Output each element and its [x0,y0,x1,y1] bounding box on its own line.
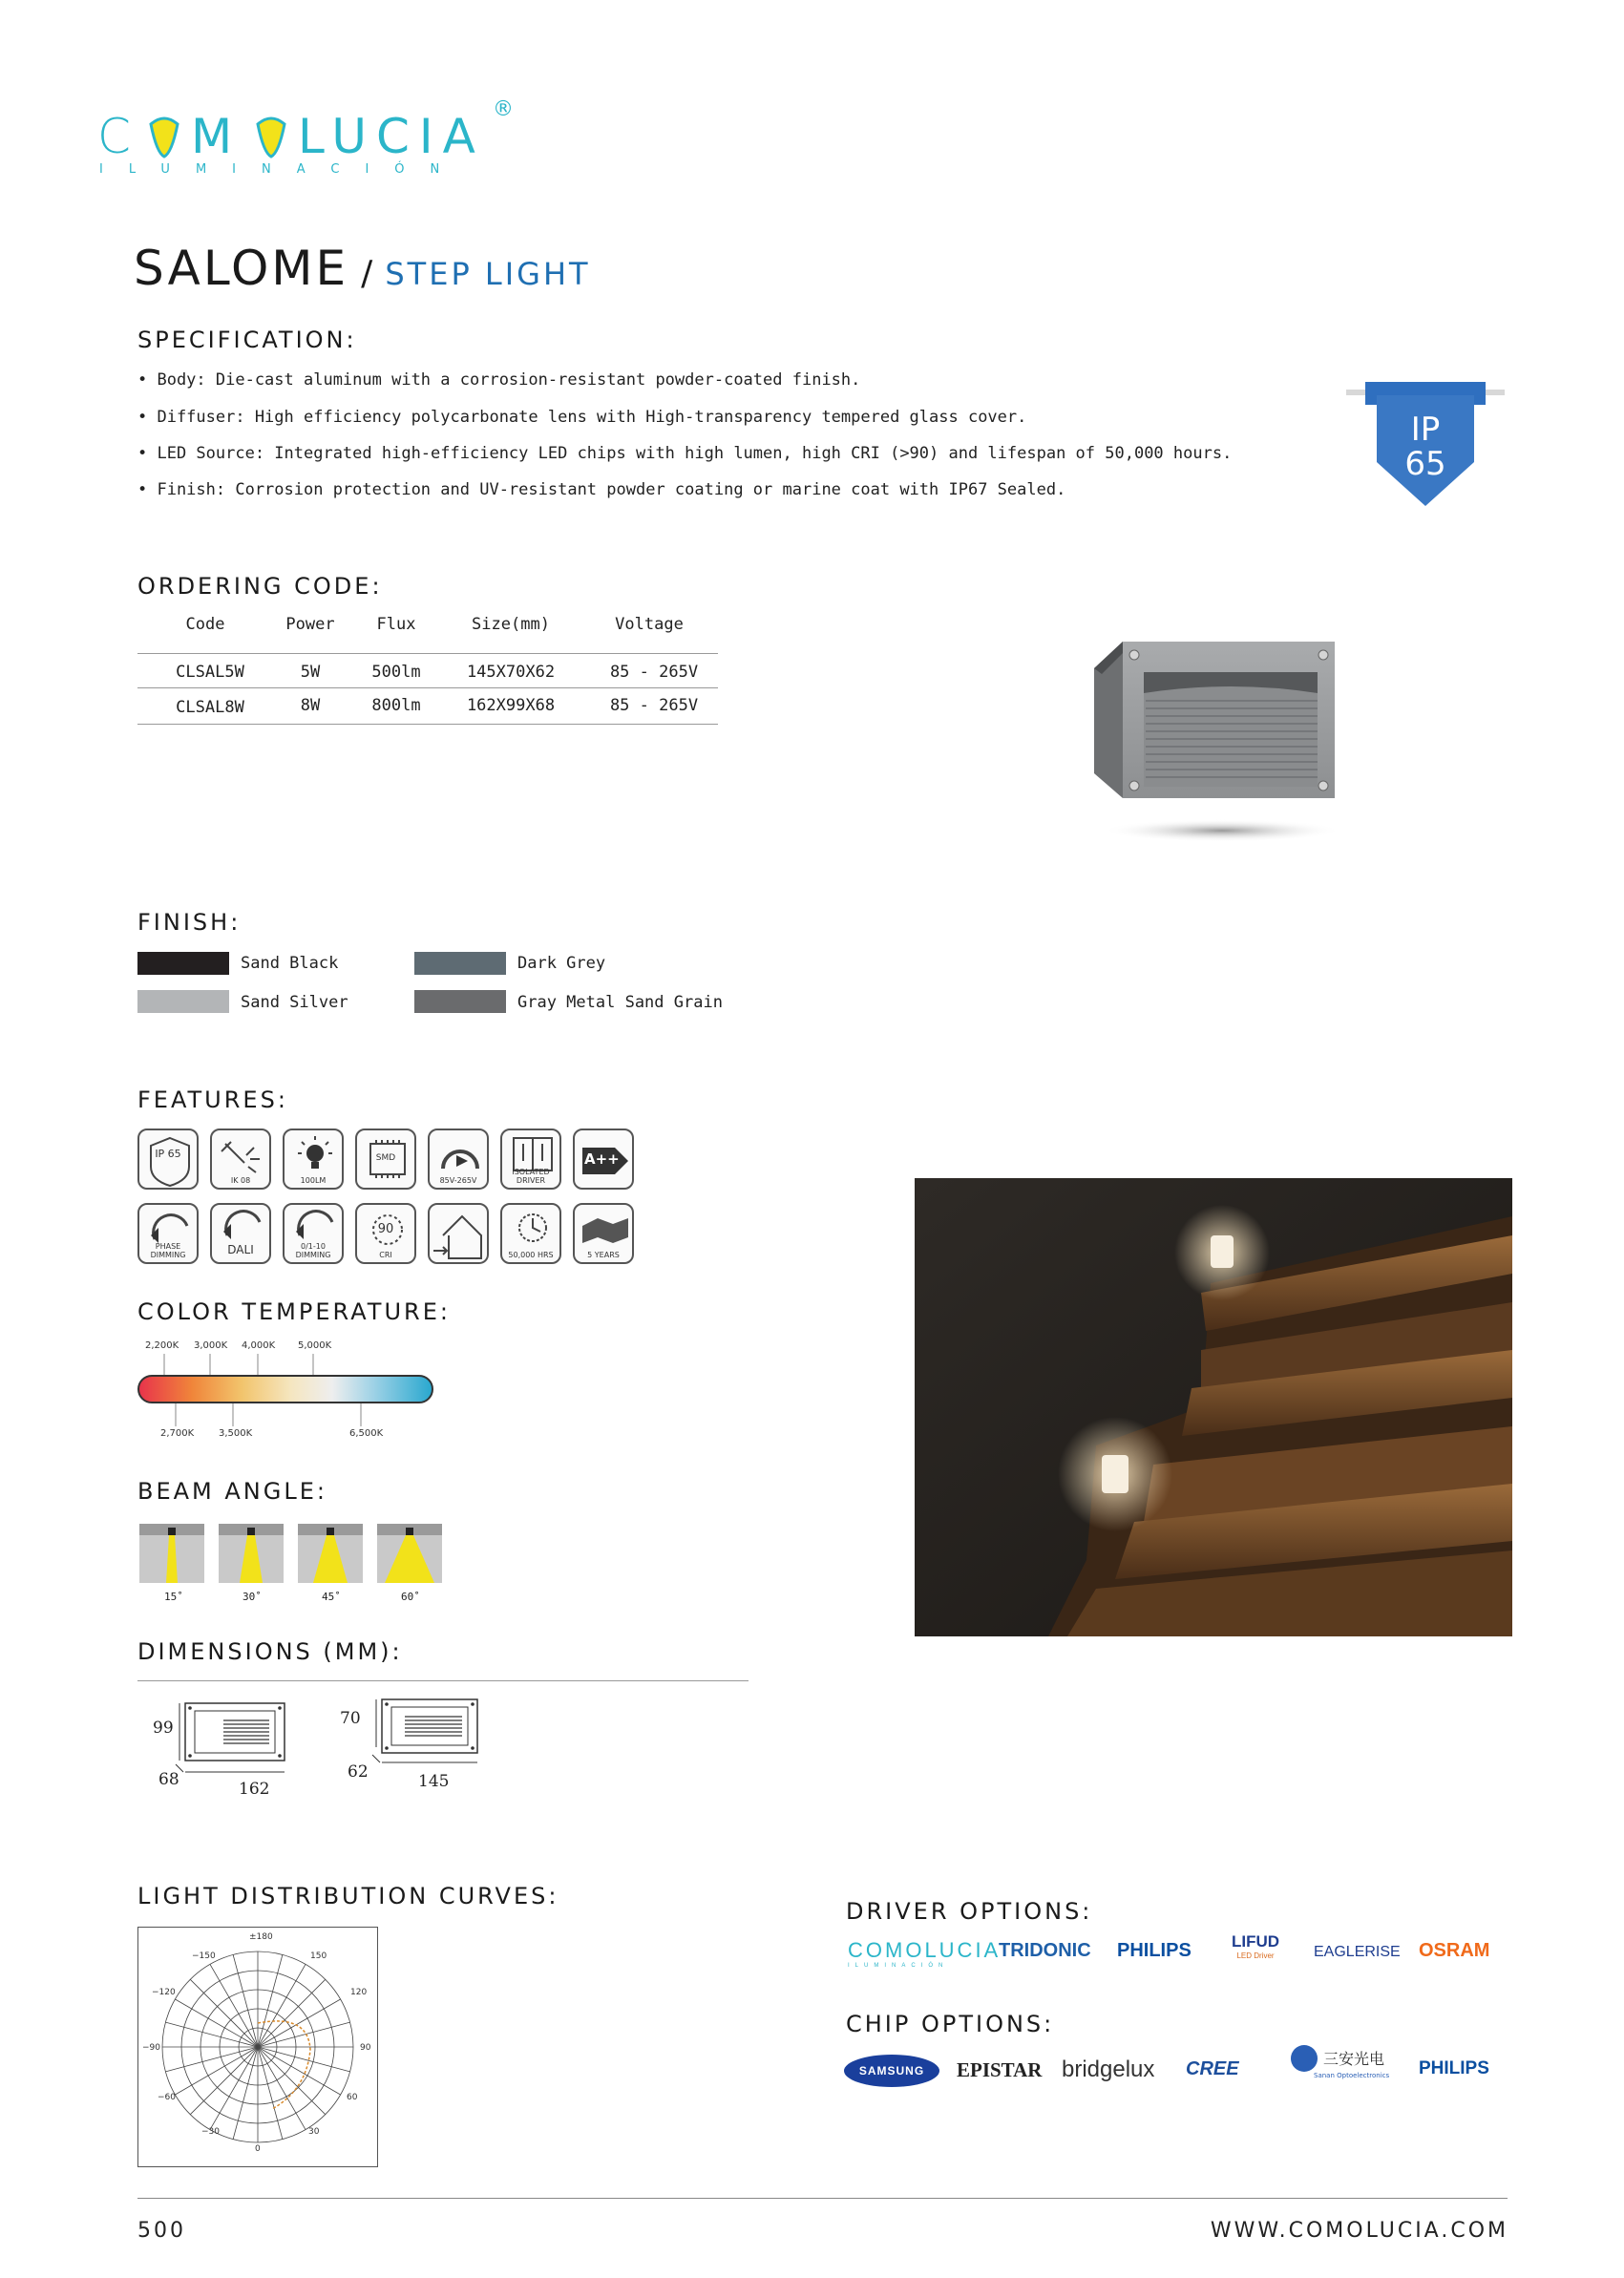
spec-bullet: • Diffuser: High efficiency polycarbonate lens with High-transparency tempered glass cover. [137,408,1027,427]
stairs-scene [915,1178,1512,1636]
beam-angle-title: BEAM ANGLE: [137,1478,327,1505]
cct-gradient-bar [137,1375,433,1403]
dimension-drawing-small [334,1690,525,1795]
polar-spoke [165,2022,258,2047]
dimensions-divider [137,1680,749,1681]
polar-spoke [210,2047,258,2130]
dimension-width: 162 [239,1780,270,1799]
dimension-height: 70 [340,1709,361,1728]
feature-label: 5 YEARS [587,1251,620,1259]
page-title [134,241,591,296]
step-light-fixture [1088,630,1346,850]
driver-options-title: DRIVER OPTIONS: [846,1898,1093,1925]
beam-angle-label: 45˚ [322,1591,341,1603]
table-cell: 8W [300,696,321,715]
dimension-width: 145 [418,1772,450,1791]
table-cell: 162X99X68 [466,696,556,715]
beam-angle-label: 30˚ [243,1591,262,1603]
voltage-icon [428,1128,489,1190]
feature-label: 50,000 HRS [508,1251,554,1259]
brand-sub: LED Driver [1236,1951,1275,1960]
chip-brand-samsung: SAMSUNG [844,2055,939,2087]
footer-divider [137,2198,1508,2199]
dimming-icon [283,1203,344,1264]
finish-swatch-sand-silver [137,990,229,1013]
polar-spoke [233,1954,258,2047]
finish-swatch-sand-black [137,952,229,975]
polar-label: 30 [308,2127,320,2137]
dimension-depth: 62 [348,1762,369,1782]
registered-mark: ® [493,97,514,121]
finish-swatch-gray-metal [414,990,506,1013]
polar-spoke [175,2047,258,2095]
distribution-title: LIGHT DISTRIBUTION CURVES: [137,1883,559,1909]
color-temperature-title: COLOR TEMPERATURE: [137,1298,451,1325]
driver-brand-tridonic: TRIDONIC [999,1940,1091,1961]
polar-spoke [165,2047,258,2072]
dimension-height: 99 [153,1719,174,1738]
specification-title: SPECIFICATION: [137,327,357,353]
feature-text: DALI [227,1243,254,1256]
feature-label: 0/1-10 DIMMING [295,1242,331,1259]
house-icon [428,1203,489,1264]
brand-name: 三安光电 [1323,2050,1385,2068]
driver-brand-osram: OSRAM [1419,1940,1490,1961]
impact-icon [210,1128,271,1190]
beam-60-diagram [377,1524,442,1583]
polar-label: −150 [192,1951,216,1961]
table-header: Flux [376,615,416,634]
dali-icon [210,1203,271,1264]
polar-label: −30 [201,2127,220,2137]
polar-label: 60 [347,2093,358,2102]
polar-label: 120 [350,1988,368,1997]
feature-label: PHASE DIMMING [150,1242,186,1259]
polar-spoke [258,2047,341,2095]
polar-label: 0 [255,2144,261,2154]
table-divider [137,687,718,688]
polar-spoke [258,2047,350,2072]
feature-text: SMD [375,1153,396,1163]
driver-brand-eaglerise: EAGLERISE [1314,1944,1401,1960]
spec-bullet: • Finish: Corrosion protection and UV-resistant powder coating or marine coat with IP67 Sealed. [137,480,1066,499]
beam-angle-label: 60˚ [401,1591,420,1603]
svg-text:LUCIA: LUCIA [298,109,485,164]
table-cell: 500lm [371,663,421,682]
table-cell: CLSAL8W [176,698,244,717]
cct-tick-top: 5,000K [298,1340,332,1351]
polar-spoke [258,2047,306,2130]
dimensions-title: DIMENSIONS (MM): [137,1638,403,1665]
logo-tagline: ILUMINACIÓN [99,162,466,177]
polar-spoke [233,2047,258,2140]
cct-tick-top: 2,200K [145,1340,179,1351]
polar-label: 150 [310,1951,327,1961]
driver-brand-comolucia [848,1938,1001,1969]
finish-swatch-dark-grey [414,952,506,975]
ip65-badge [1346,378,1505,512]
table-cell: CLSAL5W [176,663,244,682]
cct-tick-bottom: 6,500K [349,1428,384,1439]
driver-brand-lifud [1232,1932,1279,1960]
feature-text: A++ [584,1150,620,1168]
brand-sub: ILUMINACIÓN [848,1963,949,1969]
chip-icon [355,1128,416,1190]
ip-badge-line1: IP [1410,411,1441,449]
polar-spoke [190,2047,258,2115]
dimension-depth: 68 [158,1770,179,1789]
table-header: Code [185,615,225,634]
chip-options-title: CHIP OPTIONS: [846,2011,1055,2037]
product-image [1088,630,1346,850]
installation-photo [915,1178,1512,1636]
chip-brand-bridgelux: bridgelux [1062,2057,1155,2082]
brand-sub: Sanan Optoelectronics [1314,2072,1390,2079]
finish-title: FINISH: [137,909,242,936]
driver-brand-philips: PHILIPS [1117,1940,1192,1961]
driver-icon [500,1128,561,1190]
page-number: 500 [137,2219,186,2243]
chip-brand-philips: PHILIPS [1419,2058,1489,2078]
spec-bullet: • LED Source: Integrated high-efficiency LED chips with high lumen, high CRI (>90) and lifespan of 50,000 hours. [137,444,1233,463]
polar-label: −90 [142,2043,160,2053]
feature-label: IK 08 [230,1176,251,1185]
polar-label: −60 [158,2093,176,2102]
feature-text: IP 65 [155,1148,181,1160]
finish-label: Gray Metal Sand Grain [517,993,723,1012]
energy-icon [573,1128,634,1190]
brand-name: LIFUD [1232,1932,1280,1951]
polar-grid [138,1928,377,2166]
clock-icon [500,1203,561,1264]
polar-label: −120 [152,1988,176,1997]
table-header: Voltage [615,615,684,634]
cct-tick-bottom: 2,700K [160,1428,195,1439]
svg-text:C: C [97,109,140,164]
ordering-title: ORDERING CODE: [137,573,383,600]
chip-brand-cree: CREE [1186,2058,1239,2079]
polar-spoke [258,2047,283,2140]
beam-angle-label: 15˚ [164,1591,183,1603]
ip-badge-line2: 65 [1404,445,1446,483]
sanan-logo-icon [1291,2045,1318,2072]
dimension-drawing-large [143,1696,334,1801]
feature-label: ISOLATED DRIVER [512,1168,550,1185]
finish-label: Sand Silver [241,993,348,1012]
table-header: Power [285,615,335,634]
table-header: Size(mm) [472,615,550,634]
polar-label: 90 [360,2043,371,2053]
beam-45-diagram [298,1524,363,1583]
brand-name: COMOLUCIA [848,1938,1002,1962]
cct-tick-top: 3,000K [194,1340,228,1351]
features-title: FEATURES: [137,1086,288,1113]
table-cell: 145X70X62 [466,663,556,682]
beam-15-diagram [139,1524,204,1583]
beam-30-diagram [219,1524,284,1583]
table-cell: 85 - 265V [609,696,699,715]
cri-icon [355,1203,416,1264]
cct-tick-top: 4,000K [242,1340,276,1351]
table-cell: 800lm [371,696,421,715]
polar-spoke [258,2022,350,2047]
phase-dimming-icon [137,1203,199,1264]
polar-spoke [258,1964,306,2047]
chip-brand-sanan [1291,2045,1396,2093]
polar-spoke [175,1999,258,2047]
polar-diagram [137,1927,378,2167]
polar-spoke [190,1979,258,2047]
website-link[interactable]: WWW.COMOLUCIA.COM [1210,2219,1508,2243]
table-divider [137,724,718,725]
product-category: STEP LIGHT [385,256,591,292]
feature-label: 85V-265V [439,1176,477,1185]
cct-tick-marks [134,1354,449,1459]
table-divider [137,653,718,654]
ip65-icon [137,1128,199,1190]
spec-bullet: • Body: Die-cast aluminum with a corrosion-resistant powder-coated finish. [137,370,861,390]
finish-label: Sand Black [241,954,339,973]
polar-spoke [258,1999,341,2047]
feature-label: CRI [379,1251,392,1259]
polar-spoke [210,1964,258,2047]
polar-spoke [258,1954,283,2047]
feature-label: 100LM [300,1176,327,1185]
cct-tick-bottom: 3,500K [219,1428,253,1439]
bulb-icon [283,1128,344,1190]
finish-label: Dark Grey [517,954,606,973]
polar-spoke [258,1979,326,2047]
polar-spoke [258,2047,326,2115]
feature-text: 90 [377,1222,394,1236]
warranty-icon [573,1203,634,1264]
company-logo [95,97,525,189]
polar-label: ±180 [249,1932,273,1942]
svg-text:M: M [191,109,243,164]
product-name: SALOME [134,241,349,296]
table-cell: 5W [300,663,321,682]
table-cell: 85 - 265V [609,663,699,682]
chip-brand-epistar: EPISTAR [957,2058,1043,2081]
title-separator: / [361,254,373,293]
